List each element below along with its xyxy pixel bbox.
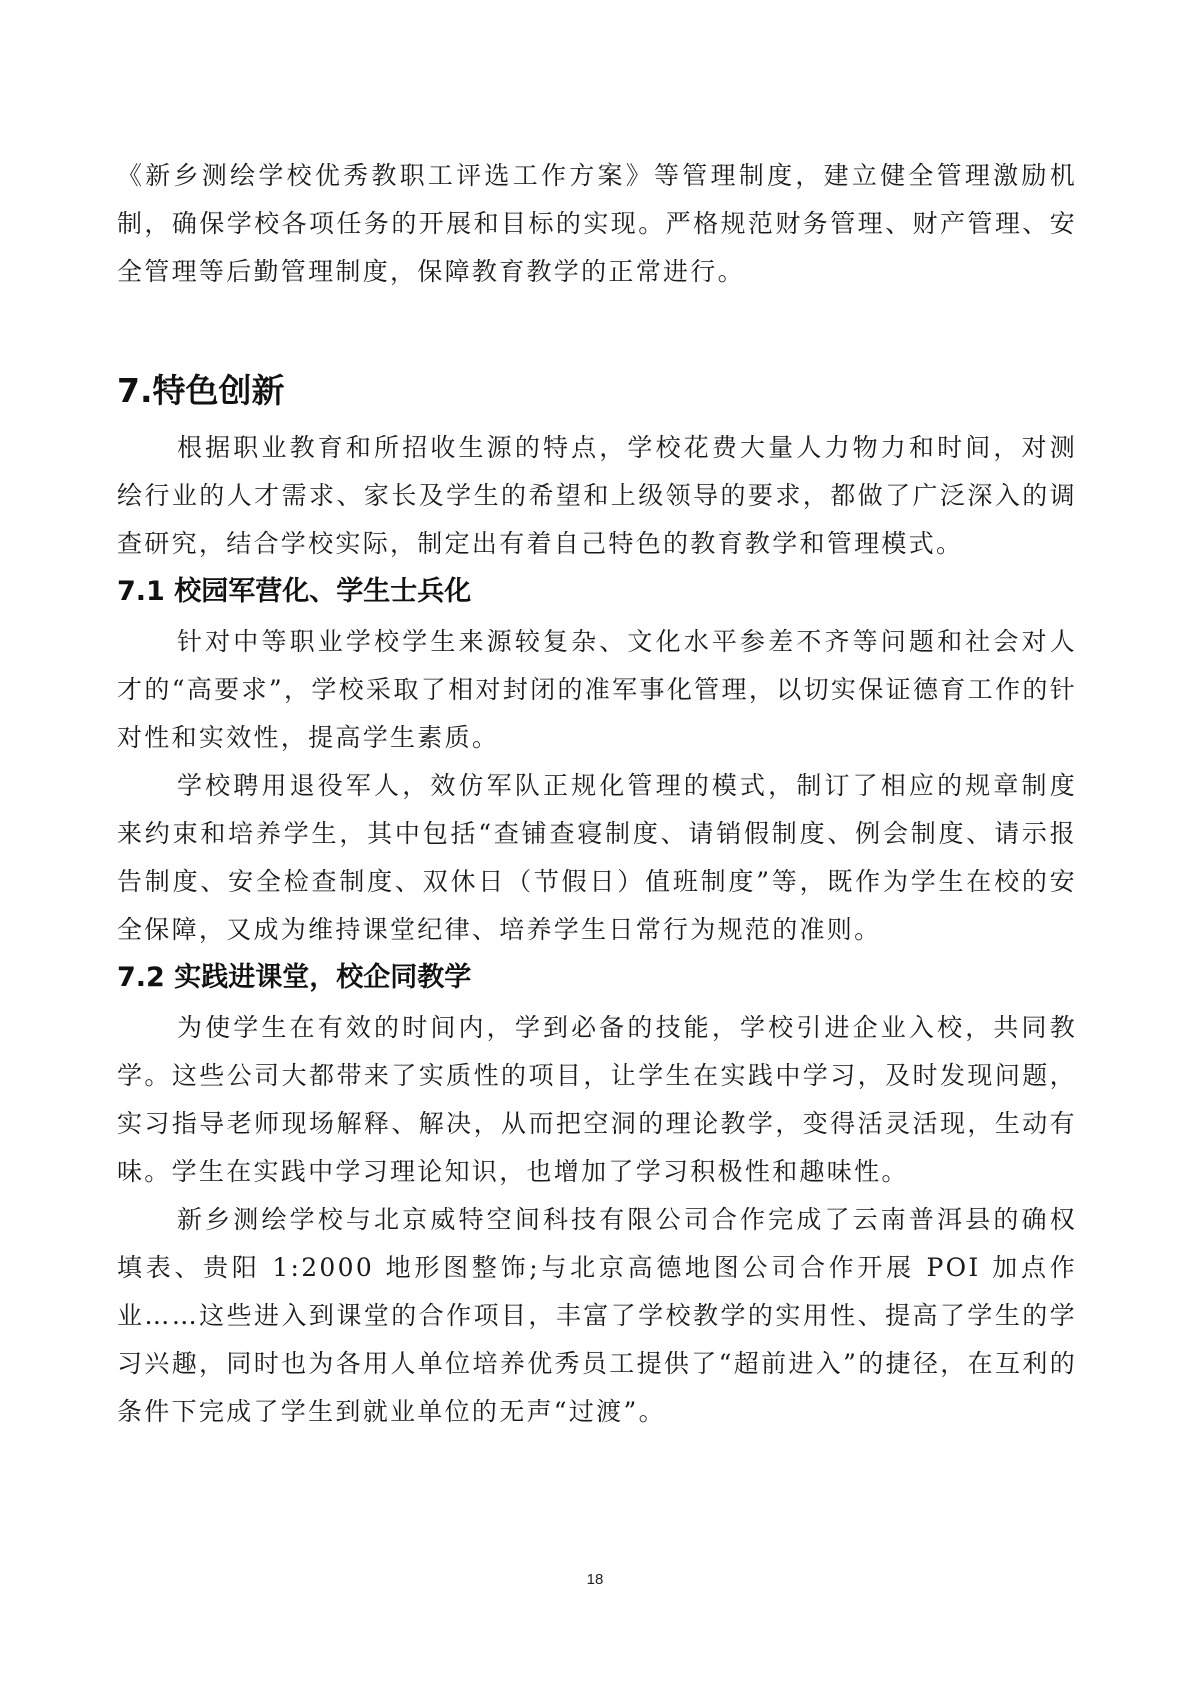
- page-number: 18: [586, 1571, 604, 1588]
- page-body: [117, 152, 1077, 1436]
- intro-paragraph: 《新乡测绘学校优秀教职工评选工作方案》等管理制度，建立健全管理激励机制，确保学校各项任务的开展和目标的实现。严格规范财务管理、财产管理、安全管理等后勤管理制度，保障教育教学的正常进行。: [117, 161, 1077, 286]
- section-7-2-paragraph-2: 新乡测绘学校与北京威特空间科技有限公司合作完成了云南普洱县的确权填表、贵阳 1:2000 地形图整饰;与北京高德地图公司合作开展 POI 加点作业……这些进入到课堂的合作项目，丰富了学校教学的实用性、提高了学生的学习兴趣，同时也为各用人单位培养优秀员工提供了“超前进入”的捷径，在互利的条件下完成了学生到就业单位的无声“过渡”。: [117, 1205, 1077, 1426]
- section-7-1-heading: 7.1 校园军营化、学生士兵化: [117, 576, 472, 607]
- section-7-paragraph: 根据职业教育和所招收生源的特点，学校花费大量人力物力和时间，对测绘行业的人才需求、家长及学生的希望和上级领导的要求，都做了广泛深入的调查研究，结合学校实际，制定出有着自己特色的教育教学和管理模式。: [117, 433, 1077, 558]
- section-7-2-paragraph-1: 为使学生在有效的时间内，学到必备的技能，学校引进企业入校，共同教学。这些公司大都带来了实质性的项目，让学生在实践中学习，及时发现问题，实习指导老师现场解释、解决，从而把空洞的理论教学，变得活灵活现，生动有味。学生在实践中学习理论知识，也增加了学习积极性和趣味性。: [117, 1013, 1077, 1186]
- section-7-heading: 7.特色创新: [117, 371, 285, 410]
- section-7-2-heading: 7.2 实践进课堂，校企同教学: [117, 962, 472, 993]
- section-7-1-paragraph-1: 针对中等职业学校学生来源较复杂、文化水平参差不齐等问题和社会对人才的“高要求”，学校采取了相对封闭的准军事化管理，以切实保证德育工作的针对性和实效性，提高学生素质。: [117, 627, 1077, 752]
- section-7-1-paragraph-2: 学校聘用退役军人，效仿军队正规化管理的模式，制订了相应的规章制度来约束和培养学生，其中包括“查铺查寝制度、请销假制度、例会制度、请示报告制度、安全检查制度、双休日（节假日）值班制度”等，既作为学生在校的安全保障，又成为维持课堂纪律、培养学生日常行为规范的准则。: [117, 771, 1077, 944]
